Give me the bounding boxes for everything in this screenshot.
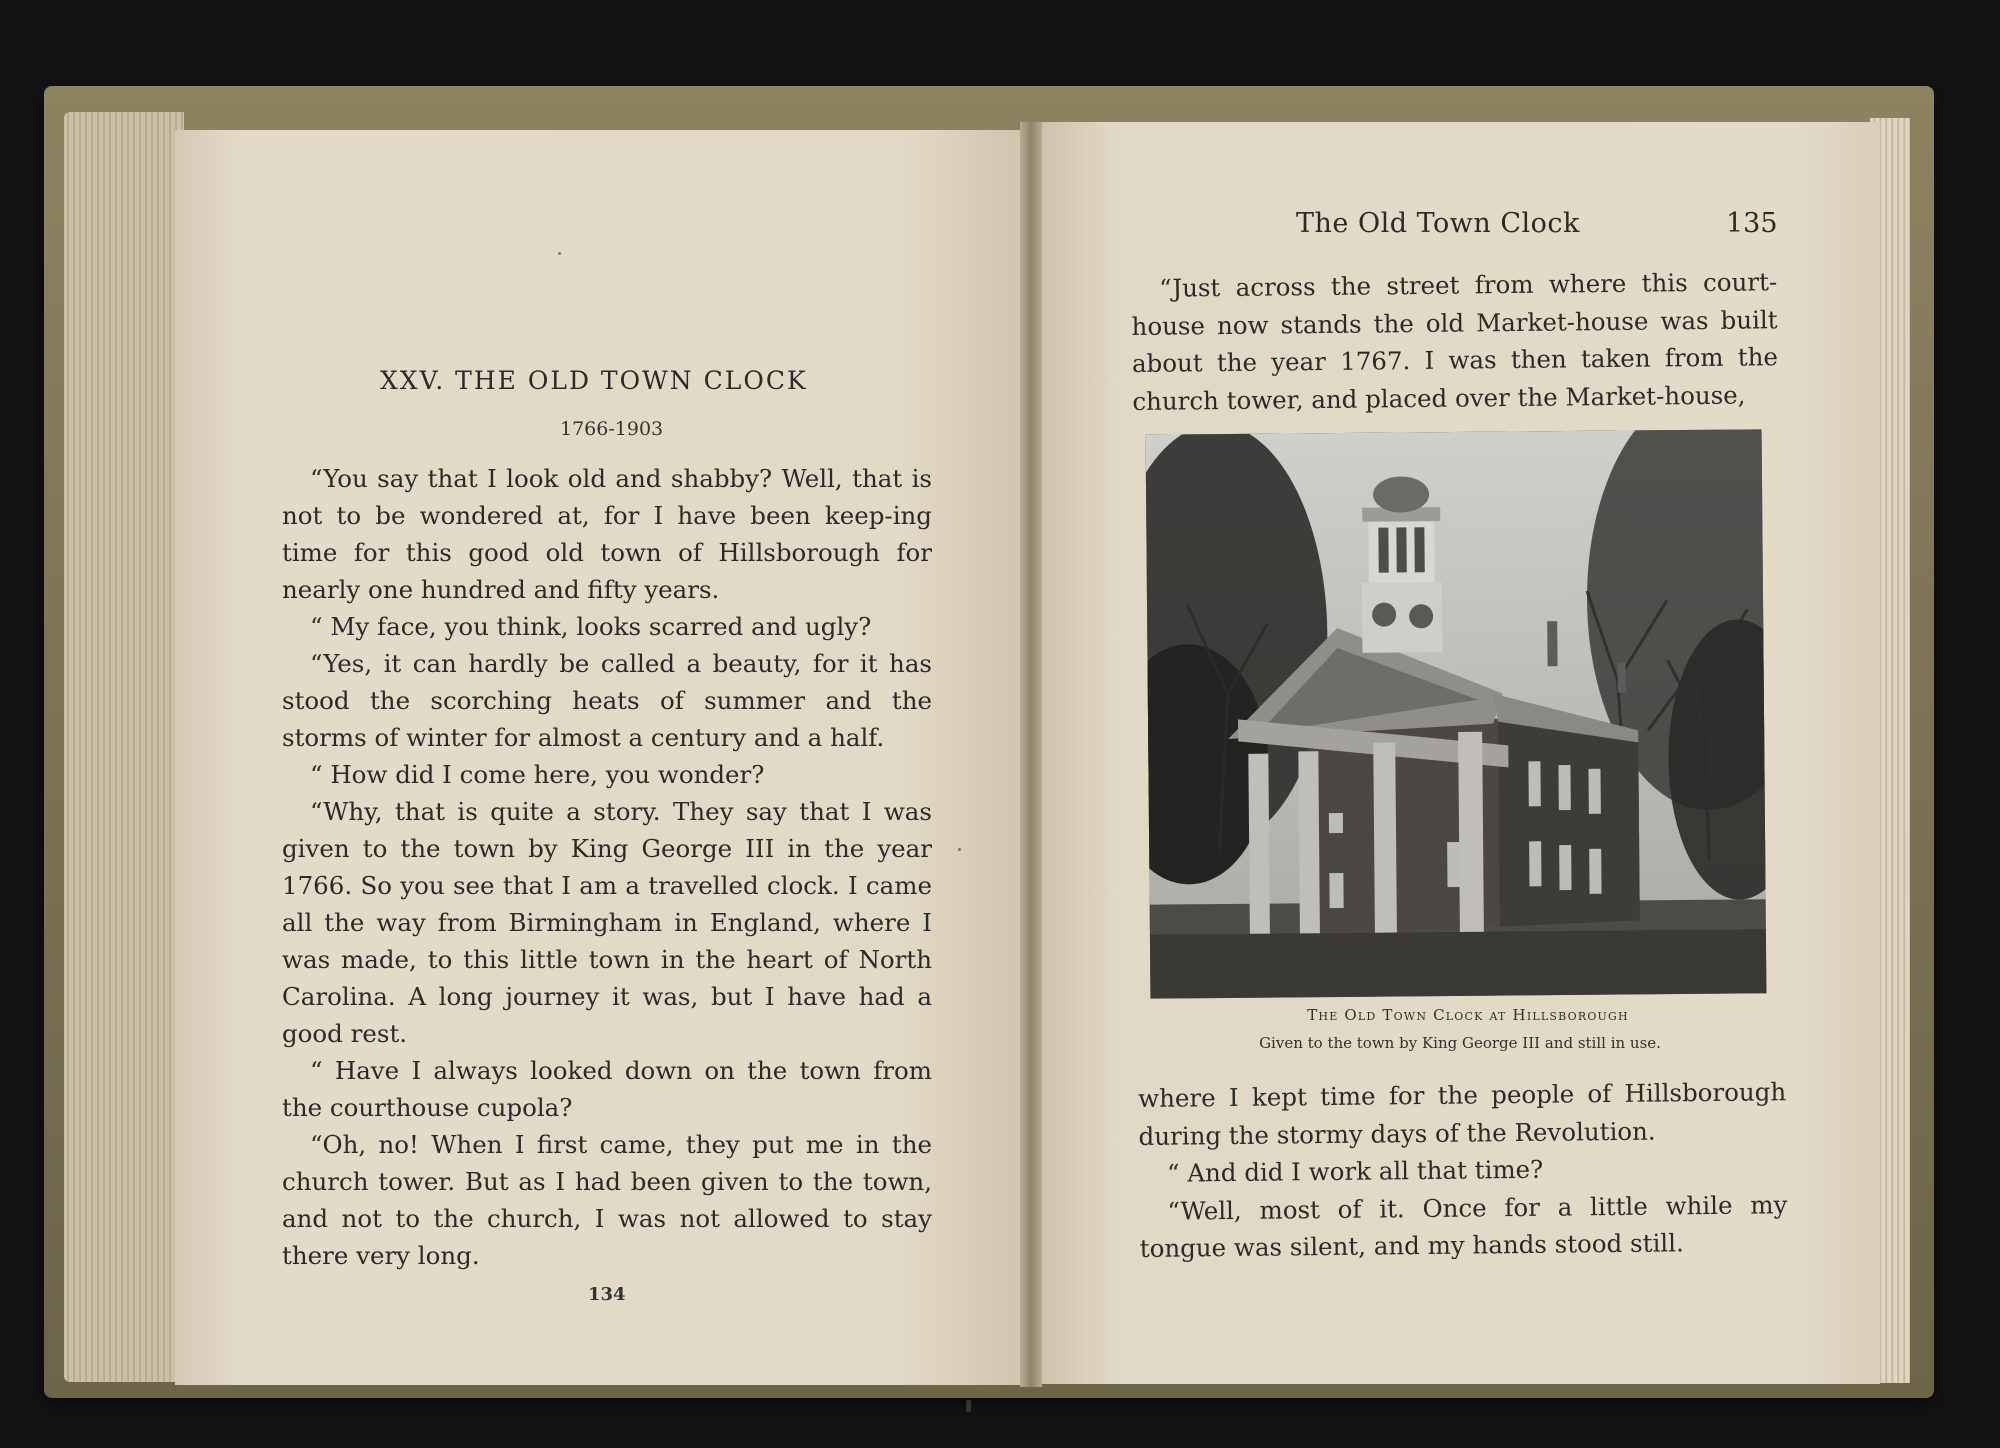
paper-speck bbox=[558, 252, 561, 255]
page-number-left: 134 bbox=[588, 1284, 626, 1305]
running-head: The Old Town Clock bbox=[1296, 208, 1580, 239]
right-page-bottom-text bbox=[1138, 1073, 1788, 1267]
paper-speck bbox=[958, 848, 961, 851]
chapter-dates: 1766-1903 bbox=[560, 418, 664, 440]
left-page-text bbox=[282, 460, 932, 1274]
paragraph: “Why, that is quite a story. They say that I was given to the town by King George III in the year 1766. So you see that I am a travelled clock. I came all the way from Birmingham in England, where I was made, to this little town in the heart of North Carolina. A long journey it was, but I have had a good rest. bbox=[282, 797, 932, 1048]
chapter-title: XXV. THE OLD TOWN CLOCK bbox=[380, 366, 808, 395]
paragraph: “You say that I look old and shabby? Well, that is not to be wondered at, for I have been keep-ing time for this good old town of Hillsborough for nearly one hundred and fifty years. bbox=[282, 464, 932, 604]
page-number-right: 135 bbox=[1726, 208, 1778, 239]
photo-caption-subtitle: Given to the town by King George III and still in use. bbox=[1259, 1034, 1661, 1052]
paragraph: where I kept time for the people of Hillsborough during the stormy days of the Revolution. bbox=[1138, 1077, 1787, 1151]
paragraph: “Just across the street from where this court-house now stands the old Market-house was built about the year 1767. I was then taken from the church tower, and placed over the Market-house, bbox=[1131, 267, 1779, 416]
courthouse-illustration bbox=[1146, 429, 1767, 998]
paragraph: “Oh, no! When I first came, they put me in the church tower. But as I had been given to the town, and not to the church, I was not allowed to stay there very long. bbox=[282, 1130, 932, 1270]
paragraph: “Yes, it can hardly be called a beauty, for it has stood the scorching heats of summer and the storms of winter for almost a century and a half. bbox=[282, 649, 932, 752]
bookmark-thread bbox=[966, 1400, 971, 1412]
book-gutter bbox=[1020, 122, 1042, 1387]
right-page-top-text bbox=[1131, 263, 1779, 420]
paragraph: “Well, most of it. Once for a little while my tongue was silent, and my hands stood still. bbox=[1139, 1189, 1788, 1263]
paragraph: “ How did I come here, you wonder? bbox=[310, 760, 765, 789]
photo-caption-title: The Old Town Clock at Hillsborough bbox=[1307, 1006, 1629, 1024]
courthouse-photo bbox=[1146, 429, 1767, 998]
paragraph: “ Have I always looked down on the town from the courthouse cupola? bbox=[282, 1056, 932, 1122]
page-edges-left bbox=[64, 112, 184, 1382]
paragraph: “ My face, you think, looks scarred and ugly? bbox=[310, 612, 872, 641]
paragraph: “ And did I work all that time? bbox=[1166, 1154, 1544, 1188]
